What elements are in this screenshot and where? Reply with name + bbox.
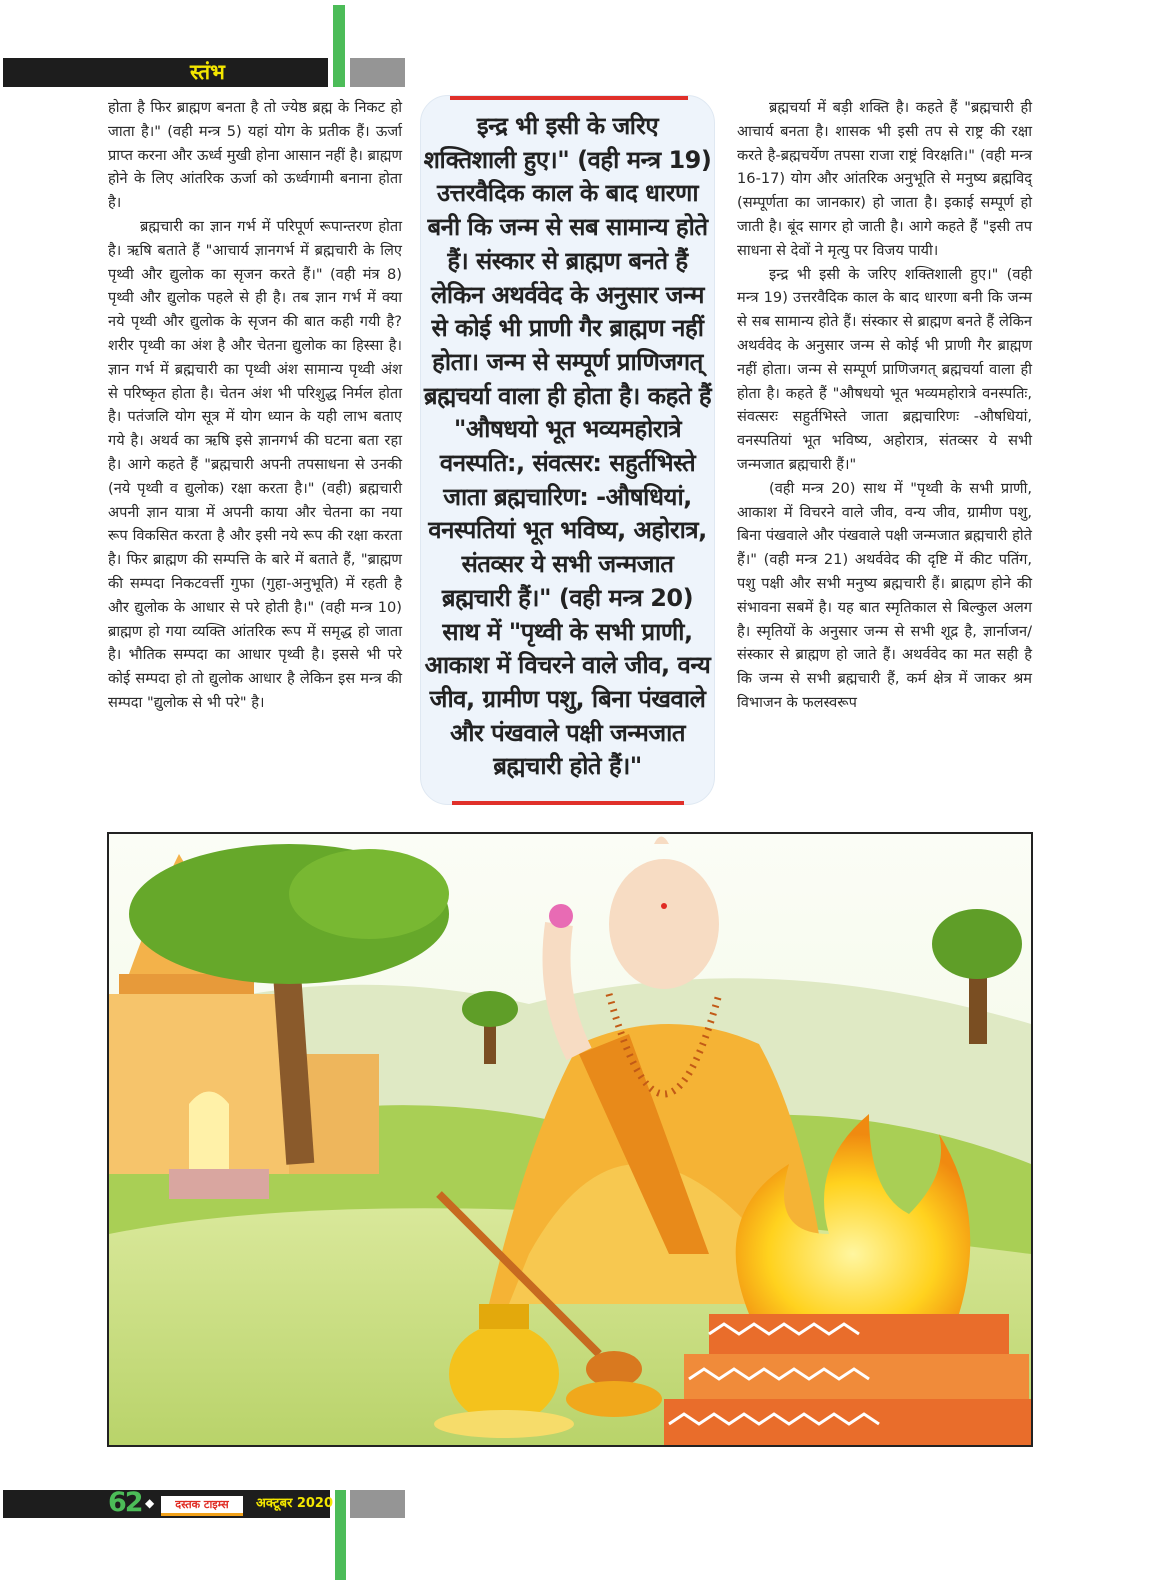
paragraph: ब्रह्मचारी का ज्ञान गर्भ में परिपूर्ण रूपान्तरण होता है। ऋषि बताते हैं "आचार्य ज्ञानगर्भ में ब्रह्मचारी के लिए पृथ्वी और द्युलोक का सृजन करते हैं।" (वही मंत्र 8) पृथ्वी और द्युलोक पहले से ही है। तब ज्ञान गर्भ में क्या नये पृथ्वी और द्युलोक के सृजन की बात कही गयी है? शरीर पृथ्वी का अंश है और चेतना द्युलोक का हिस्सा है। ज्ञान गर्भ में ब्रह्मचारी का पृथ्वी अंश सामान्य पृथ्वी अंश से परिष्कृत होता है। चेतन अंश भी परिशुद्ध निर्मल होता है। पतंजलि योग सूत्र में योग ध्यान के यही लाभ बताए गये है। अथर्व का ऋषि इसे ज्ञानगर्भ की घटना बता रहा है। आगे कहते हैं "ब्रह्मचारी अपनी तपसाधना से उनकी (नये पृथ्वी व द्युलोक) रक्षा करता है।" (वही) ब्रह्मचारी अपनी ज्ञान यात्रा में अपनी काया और चेतना का नया रूप विकसित करता है और इसी नये रूप की रक्षा करता है। फिर ब्राह्मण की सम्पत्ति के बारे में बताते हैं, "ब्राह्मण की सम्पदा निकटवर्त्ती गुफा (गुहा-अनुभूति) में रहती है और द्युलोक के आधार से परे होती है।" (वही मन्त्र 10) ब्राह्मण हो गया व्यक्ति आंतरिक रूप में समृद्ध हो जाता है। भौतिक सम्पदा का आधार पृथ्वी है। इससे भी परे कोई सम्पदा हो तो द्युलोक आधार है लेकिन इस मन्त्र की सम्पदा "द्युलोक से भी परे" है। [108,217,402,711]
paragraph: ब्रह्मचर्या में बड़ी शक्ति है। कहते हैं "ब्रह्मचारी ही आचार्य बनता है। शासक भी इसी तप से राष्ट्र की रक्षा करते है-ब्रह्मचर्येण तपसा राजा राष्ट्रं विरक्षति।" (वही मन्त्र 16-17) योग और आंतरिक अनुभूति से मनुष्य ब्रह्मविद् (सम्पूर्णता का जानकार) हो जाता है। इकाई सम्पूर्ण हो जाती है। बूंद सागर हो जाती है। आगे कहते हैं "इसी तप साधना से देवों ने मृत्यु पर विजय पायी। [737,99,1032,259]
page-number: 62 [108,1487,142,1518]
paragraph: होता है फिर ब्राह्मण बनता है तो ज्येष्ठ ब्रह्म के निकट हो जाता है।" (वही मन्त्र 5) यहां योग के प्रतीक हैं। ऊर्जा प्राप्त करना और ऊर्ध्व मुखी होना आसान नहीं है। ब्राह्मण होने के लिए आंतरिक ऊर्जा को ऊर्ध्वगामी बनाना होता है। [108,99,402,212]
pull-quote-line: वनस्पति:, संवत्सर: सहुर्तभिस्ते [439,449,696,478]
footer-gray-block [350,1490,405,1518]
offering-bowl [566,1381,662,1417]
pull-quote-line: ब्रह्मचारी हैं।" (वही मन्त्र 20) [441,583,694,612]
header-green-accent [333,5,345,87]
pull-quote-line: शक्तिशाली हुए।" (वही मन्त्र 19) [423,145,712,174]
pull-quote-top-rule [450,96,688,100]
footer-green-accent [335,1490,346,1580]
magazine-logo: दस्तक टाइम्स [161,1496,243,1516]
pull-quote-line: होता। जन्म से सम्पूर्ण प्राणिजगत् [432,347,703,376]
sage-havan-illustration [107,832,1033,1447]
pull-quote-line: जाता ब्रह्मचारिण: -औषधियां, [443,482,692,511]
pull-quote-line: उत्तरवैदिक काल के बाद धारणा [436,179,699,208]
pull-quote-line: जीव, ग्रामीण पशु, बिना पंखवाले [429,684,706,713]
havan-altar [664,1314,1031,1445]
issue-date: अक्टूबर 2020 [256,1496,334,1511]
paragraph: इन्द्र भी इसी के जरिए शक्तिशाली हुए।" (वही मन्त्र 19) उत्तरवैदिक काल के बाद धारणा बनी कि जन्म से सब सामान्य होते हैं। संस्कार से ब्राह्मण बनते हैं लेकिन अथर्ववेद के अनुसार जन्म से कोई भी प्राणी गैर ब्राह्मण नहीं होता। जन्म से सम्पूर्ण प्राणिजगत् ब्रह्मचर्या वाला ही होता है। कहते हैं "औषधयो भूत भव्यमहोरात्रे वनस्पतिः, संवत्सरः सहुर्तभिस्ते जाता ब्रह्मचारिणः -औषधियां, वनस्पतियां भूत भविष्य, अहोरात्र, संतव्सर ये सभी जन्मजात ब्रह्मचारी हैं।" [737,265,1032,473]
header-gray-block [350,58,405,87]
paragraph: (वही मन्त्र 20) साथ में "पृथ्वी के सभी प्राणी, आकाश में विचरने वाले जीव, वन्य जीव, ग्रामीण पशु, बिना पंखवाले और पंखवाले पक्षी जन्मजात ब्रह्मचारी होते हैं।" (वही मन्त्र 21) अथर्ववेद की दृष्टि में कीट पतिंग, पशु पक्षी और सभी मनुष्य ब्रह्मचारी हैं। ब्राह्मण होने की संभावना सबमें है। यह बात स्मृतिकाल से बिल्कुल अलग है। स्मृतियों के अनुसार जन्म से सभी शूद्र है, ज्ञार्नाजन/ संस्कार से ब्राह्मण हो जाते हैं। अथर्ववेद का मत सही है कि जन्म से सभी ब्रह्मचारी हैं, कर्म क्षेत्र में जाकर श्रम विभाजन के फलस्वरूप [737,479,1032,711]
pull-quote-line: बनी कि जन्म से सब सामान्य होते [427,213,708,242]
section-header-bar [3,58,328,87]
pull-quote-line: संतव्सर ये सभी जन्मजात [461,550,674,579]
article-column-right [737,96,1032,715]
pull-quote-line: से कोई भी प्राणी गैर ब्राह्मण नहीं [431,314,704,343]
article-column-left [108,96,402,715]
pull-quote-line: साथ में "पृथ्वी के सभी प्राणी, [442,617,693,646]
pull-quote-line: हैं। संस्कार से ब्राह्मण बनते हैं [447,246,688,275]
pull-quote-line: ब्रह्मचारी होते हैं।" [493,752,642,781]
pull-quote-line: ब्रह्मचर्या वाला ही होता है। कहते हैं [423,381,712,410]
pull-quote-line: इन्द्र भी इसी के जरिए [476,112,659,140]
pull-quote-text [420,110,715,784]
section-title: स्तंभ [190,60,225,84]
pull-quote-bottom-rule [452,801,684,805]
pull-quote-line: आकाश में विचरने वाले जीव, वन्य [424,651,711,680]
pull-quote-line: और पंखवाले पक्षी जन्मजात [449,718,686,747]
pull-quote-line: वनस्पतियां भूत भविष्य, अहोरात्र, [428,516,707,545]
diamond-separator-icon: ◆ [145,1496,155,1510]
illustration-svg [109,834,1031,1445]
pull-quote-line: "औषधयो भूत भव्यमहोरात्रे [453,415,682,444]
pull-quote-line: लेकिन अथर्ववेद के अनुसार जन्म [431,280,704,309]
